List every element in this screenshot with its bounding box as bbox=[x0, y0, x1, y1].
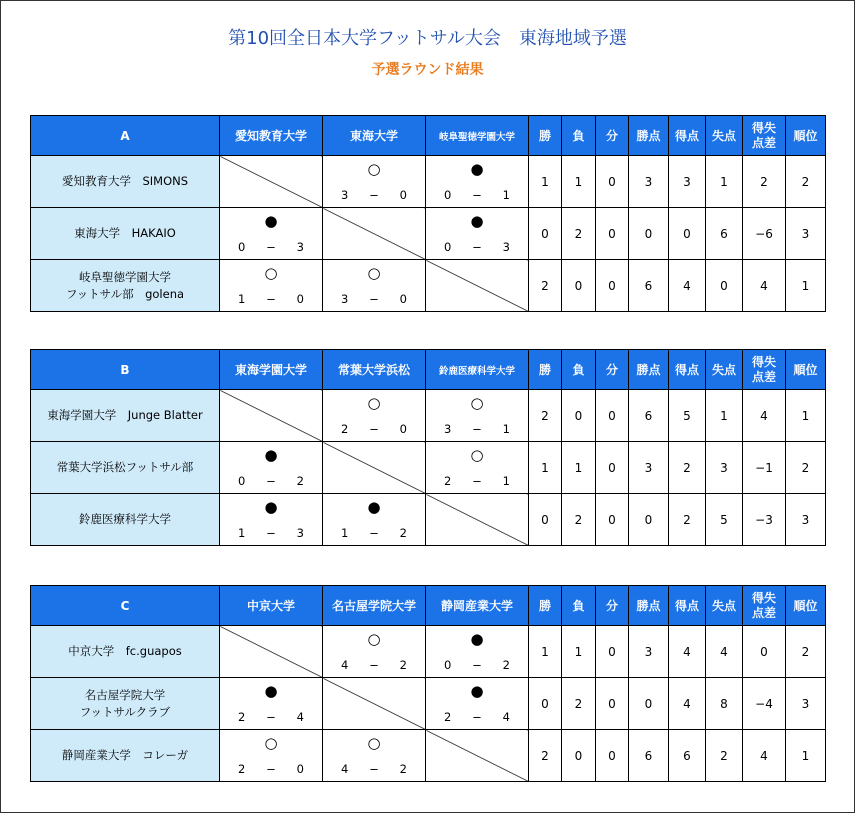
page-subtitle: 予選ラウンド結果 bbox=[371, 62, 484, 78]
self-match-cell bbox=[426, 494, 529, 546]
match-score bbox=[323, 188, 425, 202]
score-separator: − bbox=[266, 710, 276, 724]
stat-value: 2 bbox=[743, 156, 786, 208]
self-match-cell bbox=[220, 156, 323, 208]
score-against: 2 bbox=[399, 658, 407, 672]
header-row bbox=[31, 116, 826, 156]
page-title: 第10回全日本大学フットサル大会 東海地域予選 bbox=[228, 28, 627, 49]
win-mark-icon: ○ bbox=[367, 160, 381, 178]
stat-header: 失点 bbox=[706, 350, 743, 390]
score-against: 2 bbox=[399, 526, 407, 540]
stat-header: 勝点 bbox=[629, 350, 669, 390]
match-score bbox=[220, 474, 322, 488]
match-result-cell bbox=[323, 390, 426, 442]
opponent-header: 中京大学 bbox=[220, 586, 323, 626]
stat-value: 1 bbox=[562, 156, 596, 208]
stat-header: 順位 bbox=[786, 586, 826, 626]
stat-value: 0 bbox=[596, 260, 629, 312]
stat-value: 0 bbox=[596, 156, 629, 208]
stat-header: 得点 bbox=[669, 116, 706, 156]
stat-header: 失点 bbox=[706, 586, 743, 626]
team-name: 名古屋学院大学 フットサルクラブ bbox=[31, 678, 220, 730]
opponent-header: 愛知教育大学 bbox=[220, 116, 323, 156]
stat-value: 4 bbox=[743, 730, 786, 782]
score-separator: − bbox=[369, 188, 379, 202]
stat-value: 3 bbox=[629, 626, 669, 678]
stat-value: 3 bbox=[669, 156, 706, 208]
stat-header: 失点 bbox=[706, 116, 743, 156]
team-name: 岐阜聖徳学園大学 フットサル部 golena bbox=[31, 260, 220, 312]
match-result-cell bbox=[220, 678, 323, 730]
win-mark-icon: ○ bbox=[470, 394, 484, 412]
stat-header: 勝 bbox=[529, 350, 562, 390]
stat-value: 3 bbox=[786, 494, 826, 546]
stat-value: 6 bbox=[629, 390, 669, 442]
opponent-header: 東海大学 bbox=[323, 116, 426, 156]
score-separator: − bbox=[472, 474, 482, 488]
stat-value: 0 bbox=[629, 678, 669, 730]
win-mark-icon: ○ bbox=[367, 630, 381, 648]
score-for: 1 bbox=[238, 526, 246, 540]
stat-value: 0 bbox=[596, 390, 629, 442]
self-match-cell bbox=[426, 260, 529, 312]
match-score bbox=[220, 762, 322, 776]
match-score bbox=[323, 422, 425, 436]
score-for: 2 bbox=[238, 710, 246, 724]
stat-header: 得失 点差 bbox=[743, 350, 786, 390]
score-for: 0 bbox=[444, 658, 452, 672]
score-for: 3 bbox=[341, 292, 349, 306]
self-match-cell bbox=[220, 390, 323, 442]
score-for: 0 bbox=[238, 474, 246, 488]
win-mark-icon: ○ bbox=[264, 264, 278, 282]
score-against: 2 bbox=[502, 658, 510, 672]
table-row bbox=[31, 494, 826, 546]
match-score bbox=[220, 710, 322, 724]
stat-value: 4 bbox=[743, 260, 786, 312]
stat-value: 0 bbox=[596, 208, 629, 260]
stat-header: 得点 bbox=[669, 350, 706, 390]
loss-mark-icon: ● bbox=[470, 160, 484, 178]
score-separator: − bbox=[266, 526, 276, 540]
score-against: 1 bbox=[502, 188, 510, 202]
match-result-cell bbox=[220, 208, 323, 260]
match-result-cell bbox=[426, 678, 529, 730]
match-result-cell bbox=[426, 390, 529, 442]
stat-value: 1 bbox=[706, 156, 743, 208]
stat-value: 4 bbox=[669, 678, 706, 730]
stat-value: 1 bbox=[786, 390, 826, 442]
score-for: 3 bbox=[444, 422, 452, 436]
match-result-cell bbox=[323, 494, 426, 546]
score-separator: − bbox=[472, 422, 482, 436]
match-score bbox=[323, 292, 425, 306]
match-score bbox=[426, 474, 528, 488]
match-result-cell bbox=[323, 626, 426, 678]
stat-value: 1 bbox=[706, 390, 743, 442]
score-for: 2 bbox=[444, 710, 452, 724]
stat-header: 負 bbox=[562, 350, 596, 390]
score-separator: − bbox=[266, 762, 276, 776]
match-result-cell bbox=[323, 156, 426, 208]
stat-value: 0 bbox=[596, 678, 629, 730]
header-row bbox=[31, 350, 826, 390]
stat-value: 2 bbox=[529, 730, 562, 782]
stat-header: 分 bbox=[596, 350, 629, 390]
score-for: 1 bbox=[238, 292, 246, 306]
stat-header: 得失 点差 bbox=[743, 116, 786, 156]
loss-mark-icon: ● bbox=[264, 446, 278, 464]
stat-header: 負 bbox=[562, 586, 596, 626]
group-c-table bbox=[30, 585, 826, 782]
match-score bbox=[323, 658, 425, 672]
match-score bbox=[220, 292, 322, 306]
stat-value: 2 bbox=[669, 442, 706, 494]
score-separator: − bbox=[266, 474, 276, 488]
score-separator: − bbox=[369, 762, 379, 776]
score-separator: − bbox=[369, 526, 379, 540]
loss-mark-icon: ● bbox=[470, 682, 484, 700]
stat-value: 3 bbox=[786, 678, 826, 730]
group-name: C bbox=[31, 586, 220, 626]
score-separator: − bbox=[266, 240, 276, 254]
table-row bbox=[31, 260, 826, 312]
header-row bbox=[31, 586, 826, 626]
table-row bbox=[31, 208, 826, 260]
match-result-cell bbox=[426, 208, 529, 260]
stat-value: 2 bbox=[669, 494, 706, 546]
stat-value: 4 bbox=[669, 626, 706, 678]
opponent-header: 名古屋学院大学 bbox=[323, 586, 426, 626]
stat-value: 0 bbox=[596, 626, 629, 678]
stat-header: 勝 bbox=[529, 116, 562, 156]
score-against: 1 bbox=[502, 422, 510, 436]
match-score bbox=[220, 526, 322, 540]
score-against: 4 bbox=[502, 710, 510, 724]
loss-mark-icon: ● bbox=[264, 498, 278, 516]
score-separator: − bbox=[369, 292, 379, 306]
stat-value: 6 bbox=[706, 208, 743, 260]
stat-value: 4 bbox=[743, 390, 786, 442]
table-row bbox=[31, 442, 826, 494]
stat-value: 0 bbox=[706, 260, 743, 312]
team-name: 常葉大学浜松フットサル部 bbox=[31, 442, 220, 494]
score-for: 2 bbox=[444, 474, 452, 488]
stat-value: 0 bbox=[529, 494, 562, 546]
loss-mark-icon: ● bbox=[367, 498, 381, 516]
win-mark-icon: ○ bbox=[367, 734, 381, 752]
self-match-cell bbox=[323, 678, 426, 730]
stat-value: 0 bbox=[596, 494, 629, 546]
score-against: 3 bbox=[502, 240, 510, 254]
score-for: 0 bbox=[444, 240, 452, 254]
table-row bbox=[31, 156, 826, 208]
score-for: 2 bbox=[341, 422, 349, 436]
stat-value: −6 bbox=[743, 208, 786, 260]
score-for: 2 bbox=[238, 762, 246, 776]
group-name: A bbox=[31, 116, 220, 156]
score-separator: − bbox=[472, 710, 482, 724]
stat-value: 1 bbox=[786, 730, 826, 782]
stat-value: 5 bbox=[669, 390, 706, 442]
score-for: 0 bbox=[444, 188, 452, 202]
match-score bbox=[426, 240, 528, 254]
match-score bbox=[426, 658, 528, 672]
score-for: 0 bbox=[238, 240, 246, 254]
match-result-cell bbox=[220, 260, 323, 312]
match-score bbox=[220, 240, 322, 254]
stat-header: 勝点 bbox=[629, 116, 669, 156]
team-name: 愛知教育大学 SIMONS bbox=[31, 156, 220, 208]
stat-value: 2 bbox=[562, 208, 596, 260]
stat-value: 0 bbox=[743, 626, 786, 678]
score-for: 4 bbox=[341, 762, 349, 776]
stat-value: 1 bbox=[529, 442, 562, 494]
match-result-cell bbox=[220, 442, 323, 494]
team-name: 東海大学 HAKAIO bbox=[31, 208, 220, 260]
stat-header: 分 bbox=[596, 116, 629, 156]
stat-header: 負 bbox=[562, 116, 596, 156]
stat-value: 2 bbox=[706, 730, 743, 782]
stat-value: 3 bbox=[706, 442, 743, 494]
stat-value: 4 bbox=[706, 626, 743, 678]
win-mark-icon: ○ bbox=[264, 734, 278, 752]
stat-value: 0 bbox=[529, 678, 562, 730]
stat-value: 1 bbox=[562, 626, 596, 678]
score-against: 1 bbox=[502, 474, 510, 488]
score-against: 0 bbox=[399, 422, 407, 436]
stat-value: 1 bbox=[529, 156, 562, 208]
match-score bbox=[426, 188, 528, 202]
match-score bbox=[426, 422, 528, 436]
win-mark-icon: ○ bbox=[367, 264, 381, 282]
stat-value: 3 bbox=[629, 442, 669, 494]
stat-value: 0 bbox=[629, 208, 669, 260]
score-separator: − bbox=[472, 658, 482, 672]
score-against: 0 bbox=[296, 292, 304, 306]
self-match-cell bbox=[220, 626, 323, 678]
score-separator: − bbox=[266, 292, 276, 306]
score-against: 0 bbox=[399, 292, 407, 306]
match-result-cell bbox=[426, 442, 529, 494]
score-separator: − bbox=[369, 422, 379, 436]
table-row bbox=[31, 678, 826, 730]
stat-value: 0 bbox=[529, 208, 562, 260]
match-result-cell bbox=[426, 626, 529, 678]
group-b-table bbox=[30, 349, 826, 546]
match-result-cell bbox=[426, 156, 529, 208]
stat-header: 順位 bbox=[786, 350, 826, 390]
stat-value: 0 bbox=[629, 494, 669, 546]
match-result-cell bbox=[323, 730, 426, 782]
self-match-cell bbox=[426, 730, 529, 782]
score-against: 4 bbox=[296, 710, 304, 724]
stat-value: 2 bbox=[562, 678, 596, 730]
team-name: 東海学園大学 Junge Blatter bbox=[31, 390, 220, 442]
group-a-table bbox=[30, 115, 826, 312]
win-mark-icon: ○ bbox=[367, 394, 381, 412]
stat-value: 1 bbox=[562, 442, 596, 494]
stat-value: 0 bbox=[562, 730, 596, 782]
stat-value: 6 bbox=[629, 260, 669, 312]
stat-header: 得点 bbox=[669, 586, 706, 626]
score-against: 2 bbox=[296, 474, 304, 488]
match-score bbox=[426, 710, 528, 724]
stat-value: 3 bbox=[786, 208, 826, 260]
stat-value: 0 bbox=[596, 442, 629, 494]
score-against: 0 bbox=[296, 762, 304, 776]
match-result-cell bbox=[220, 494, 323, 546]
match-result-cell bbox=[323, 260, 426, 312]
stat-value: 0 bbox=[562, 390, 596, 442]
table-row bbox=[31, 390, 826, 442]
stat-header: 勝点 bbox=[629, 586, 669, 626]
match-score bbox=[323, 526, 425, 540]
score-for: 3 bbox=[341, 188, 349, 202]
stat-value: 6 bbox=[669, 730, 706, 782]
stat-value: 2 bbox=[786, 626, 826, 678]
self-match-cell bbox=[323, 442, 426, 494]
score-separator: − bbox=[472, 188, 482, 202]
stat-value: −4 bbox=[743, 678, 786, 730]
stat-value: 0 bbox=[669, 208, 706, 260]
stat-value: 0 bbox=[562, 260, 596, 312]
table-row bbox=[31, 730, 826, 782]
stat-value: 6 bbox=[629, 730, 669, 782]
stat-header: 得失 点差 bbox=[743, 586, 786, 626]
loss-mark-icon: ● bbox=[470, 212, 484, 230]
stat-header: 勝 bbox=[529, 586, 562, 626]
opponent-header: 鈴鹿医療科学大学 bbox=[426, 350, 529, 390]
score-separator: − bbox=[472, 240, 482, 254]
stat-value: 2 bbox=[562, 494, 596, 546]
group-name: B bbox=[31, 350, 220, 390]
score-for: 1 bbox=[341, 526, 349, 540]
stat-value: 2 bbox=[786, 156, 826, 208]
stat-value: 5 bbox=[706, 494, 743, 546]
stat-header: 順位 bbox=[786, 116, 826, 156]
loss-mark-icon: ● bbox=[470, 630, 484, 648]
stat-value: 1 bbox=[529, 626, 562, 678]
stat-value: 1 bbox=[786, 260, 826, 312]
stat-value: 2 bbox=[529, 260, 562, 312]
loss-mark-icon: ● bbox=[264, 682, 278, 700]
score-against: 2 bbox=[399, 762, 407, 776]
score-against: 3 bbox=[296, 526, 304, 540]
stat-value: 3 bbox=[629, 156, 669, 208]
team-name: 中京大学 fc.guapos bbox=[31, 626, 220, 678]
match-score bbox=[323, 762, 425, 776]
stat-value: −1 bbox=[743, 442, 786, 494]
score-against: 0 bbox=[399, 188, 407, 202]
stat-value: 2 bbox=[786, 442, 826, 494]
opponent-header: 岐阜聖徳学園大学 bbox=[426, 116, 529, 156]
score-for: 4 bbox=[341, 658, 349, 672]
loss-mark-icon: ● bbox=[264, 212, 278, 230]
team-name: 静岡産業大学 コレーガ bbox=[31, 730, 220, 782]
stat-header: 分 bbox=[596, 586, 629, 626]
stat-value: 0 bbox=[596, 730, 629, 782]
score-against: 3 bbox=[296, 240, 304, 254]
opponent-header: 静岡産業大学 bbox=[426, 586, 529, 626]
match-result-cell bbox=[220, 730, 323, 782]
score-separator: − bbox=[369, 658, 379, 672]
table-row bbox=[31, 626, 826, 678]
self-match-cell bbox=[323, 208, 426, 260]
opponent-header: 常葉大学浜松 bbox=[323, 350, 426, 390]
stat-value: 4 bbox=[669, 260, 706, 312]
stat-value: −3 bbox=[743, 494, 786, 546]
stat-value: 8 bbox=[706, 678, 743, 730]
team-name: 鈴鹿医療科学大学 bbox=[31, 494, 220, 546]
opponent-header: 東海学園大学 bbox=[220, 350, 323, 390]
win-mark-icon: ○ bbox=[470, 446, 484, 464]
stat-value: 2 bbox=[529, 390, 562, 442]
